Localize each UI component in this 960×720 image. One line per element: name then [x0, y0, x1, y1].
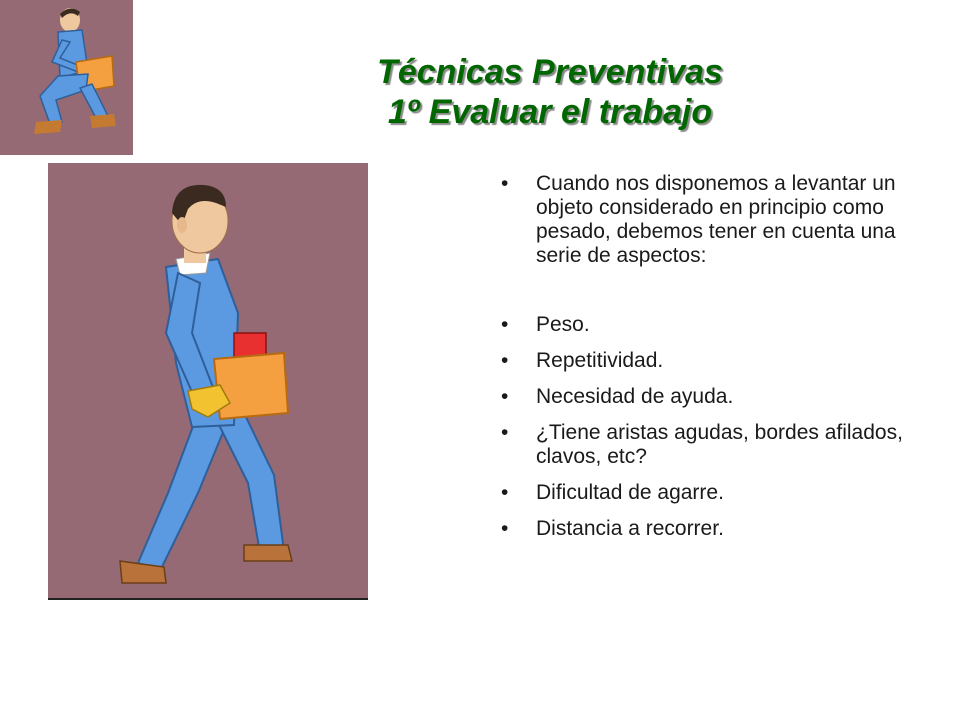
intro-bullet: • Cuando nos disponemos a levantar un objeto considerado en principio como pesado, debemos tener en cuenta una serie de aspectos: [498, 172, 918, 268]
figure-baseline [48, 598, 368, 600]
list-item: • Repetitividad. [498, 349, 918, 373]
slide-title [200, 52, 900, 132]
walking-worker-illustration [48, 163, 368, 599]
list-item: • Necesidad de ayuda. [498, 385, 918, 409]
list-item: • Distancia a recorrer. [498, 517, 918, 541]
list-item: • Dificultad de agarre. [498, 481, 918, 505]
list-item: • Peso. [498, 313, 918, 337]
title-line-1: Técnicas Preventivas [377, 53, 723, 91]
title-line-2: 1º Evaluar el trabajo [387, 93, 713, 131]
list-item: • ¿Tiene aristas agudas, bordes afilados, clavos, etc? [498, 421, 918, 469]
squatting-worker-illustration [0, 0, 133, 155]
bullet-list [498, 172, 918, 553]
